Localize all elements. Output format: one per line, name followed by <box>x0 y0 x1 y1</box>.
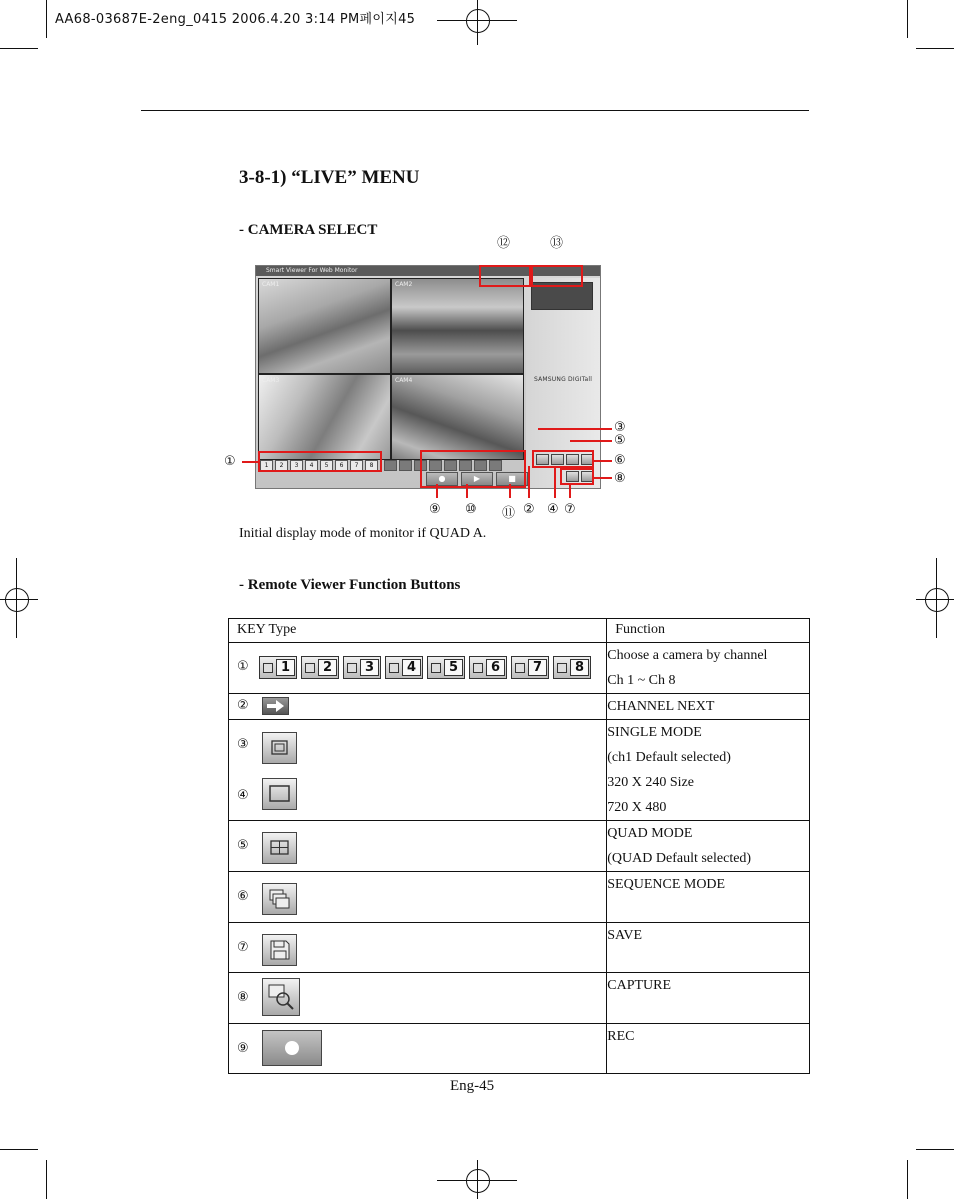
callout-number: ⑦ <box>564 502 576 517</box>
key-cell <box>229 821 607 872</box>
channel-5-button-icon: 5 <box>427 656 465 679</box>
function-cell: SEQUENCE MODE <box>607 872 810 923</box>
callout-line <box>594 460 612 462</box>
section-title: 3-8-1) “LIVE” MENU <box>239 167 420 188</box>
callout-line <box>509 484 511 498</box>
viewer-channel-button[interactable]: 7 <box>350 460 363 471</box>
callout-box <box>531 265 583 287</box>
channel-7-button-icon: 7 <box>511 656 549 679</box>
record-icon <box>262 1030 322 1066</box>
function-buttons-table <box>228 618 810 1074</box>
row-marker: ① <box>237 659 249 674</box>
function-cell: REC <box>607 1024 810 1074</box>
function-cell: SAVE <box>607 923 810 973</box>
camera-select-heading: - CAMERA SELECT <box>239 222 378 238</box>
row-marker: ⑦ <box>237 940 249 955</box>
crop-mark <box>0 1149 38 1150</box>
callout-line <box>594 477 612 479</box>
table-header-row <box>229 619 810 643</box>
callout-line <box>242 461 258 463</box>
viewer-channel-button[interactable]: 3 <box>290 460 303 471</box>
callout-number: ② <box>523 502 535 517</box>
key-cell <box>229 923 607 973</box>
crop-mark <box>46 0 47 38</box>
callout-box <box>258 451 382 472</box>
function-cell: QUAD MODE (QUAD Default selected) <box>607 821 810 872</box>
viewer-channel-button[interactable]: 4 <box>305 460 318 471</box>
callout-box <box>532 450 594 468</box>
screenshot-caption: Initial display mode of monitor if QUAD A. <box>239 526 487 541</box>
table-row <box>229 1024 810 1074</box>
table-row <box>229 872 810 923</box>
capture-icon <box>262 978 300 1016</box>
callout-line <box>554 466 556 498</box>
crop-mark <box>907 0 908 38</box>
callout-line <box>538 428 612 430</box>
viewer-window-title: Smart Viewer For Web Monitor <box>256 266 600 276</box>
channel-4-button-icon: 4 <box>385 656 423 679</box>
callout-number: ⑧ <box>614 471 626 486</box>
page-number: Eng-45 <box>450 1078 495 1094</box>
callout-number: ⑪ <box>502 506 516 521</box>
header-rule <box>141 110 809 111</box>
table-row <box>229 821 810 872</box>
remote-viewer-heading: - Remote Viewer Function Buttons <box>239 577 461 593</box>
channel-1-button-icon: 1 <box>259 656 297 679</box>
sequence-mode-icon <box>262 883 297 915</box>
table-row <box>229 643 810 694</box>
callout-box <box>560 468 594 485</box>
callout-number: ④ <box>547 502 559 517</box>
viewer-channel-button[interactable]: 8 <box>365 460 378 471</box>
row-marker: ② <box>237 698 249 713</box>
samsung-logo: SAMSUNG DIGITall <box>534 376 593 383</box>
play-icon[interactable]: ▶ <box>461 472 493 486</box>
record-icon[interactable]: ● <box>426 472 458 486</box>
key-cell <box>229 643 607 694</box>
callout-number: ⑬ <box>550 236 564 251</box>
viewer-channel-button[interactable]: 6 <box>335 460 348 471</box>
channel-6-button-icon: 6 <box>469 656 507 679</box>
crop-mark <box>907 1160 908 1199</box>
save-icon <box>262 934 297 966</box>
callout-number: ⑥ <box>614 453 626 468</box>
key-cell <box>229 1024 607 1074</box>
callout-box <box>420 450 526 488</box>
callout-number: ⑤ <box>614 433 626 448</box>
channel-8-button-icon: 8 <box>553 656 591 679</box>
function-cell: SINGLE MODE (ch1 Default selected) 320 X 240 Size 720 X 480 <box>607 720 810 821</box>
quad-mode-icon <box>262 832 297 864</box>
channel-buttons-icon <box>259 656 591 679</box>
row-marker: ④ <box>237 788 249 803</box>
callout-number: ① <box>224 454 236 469</box>
callout-box <box>479 265 531 287</box>
arrow-right-icon <box>262 697 289 715</box>
callout-number: ⑨ <box>429 502 441 517</box>
channel-3-button-icon: 3 <box>343 656 381 679</box>
stop-icon[interactable]: ■ <box>496 472 528 486</box>
camera-view-4: CAM4 <box>391 374 524 460</box>
callout-line <box>570 440 612 442</box>
key-cell <box>229 720 607 821</box>
crop-mark <box>0 48 38 49</box>
table-header-function: Function <box>607 619 810 643</box>
viewer-channel-button[interactable]: 5 <box>320 460 333 471</box>
camera-view-3: CAM3 <box>258 374 391 460</box>
table-row <box>229 973 810 1024</box>
table-row <box>229 923 810 973</box>
crop-mark <box>46 1160 47 1199</box>
callout-line <box>569 484 571 498</box>
callout-number: ⑩ <box>465 502 477 517</box>
function-cell: Choose a camera by channel Ch 1 ~ Ch 8 <box>607 643 810 694</box>
channel-2-button-icon: 2 <box>301 656 339 679</box>
callout-line <box>436 484 438 498</box>
table-row <box>229 720 810 821</box>
callout-line <box>528 466 530 498</box>
single-mode-large-icon <box>262 778 297 810</box>
crop-mark <box>916 48 954 49</box>
row-marker: ⑥ <box>237 889 249 904</box>
print-header: AA68-03687E-2eng_0415 2006.4.20 3:14 PM페이지45 <box>55 12 416 27</box>
single-mode-icon <box>262 732 297 764</box>
row-marker: ⑨ <box>237 1041 249 1056</box>
camera-view-1: CAM1 <box>258 278 391 374</box>
row-marker: ⑧ <box>237 990 249 1005</box>
callout-line <box>466 484 468 498</box>
function-cell: CAPTURE <box>607 973 810 1024</box>
callout-number: ⑫ <box>497 236 511 251</box>
table-row <box>229 694 810 720</box>
crop-mark <box>916 1149 954 1150</box>
callout-number: ③ <box>614 420 626 435</box>
row-marker: ⑤ <box>237 838 249 853</box>
function-cell: CHANNEL NEXT <box>607 694 810 720</box>
row-marker: ③ <box>237 737 249 752</box>
key-cell <box>229 872 607 923</box>
table-header-key: KEY Type <box>229 619 607 643</box>
key-cell <box>229 694 607 720</box>
camera-view-2: CAM2 <box>391 278 524 374</box>
viewer-channel-button[interactable]: 1 <box>260 460 273 471</box>
viewer-channel-button[interactable]: 2 <box>275 460 288 471</box>
key-cell <box>229 973 607 1024</box>
